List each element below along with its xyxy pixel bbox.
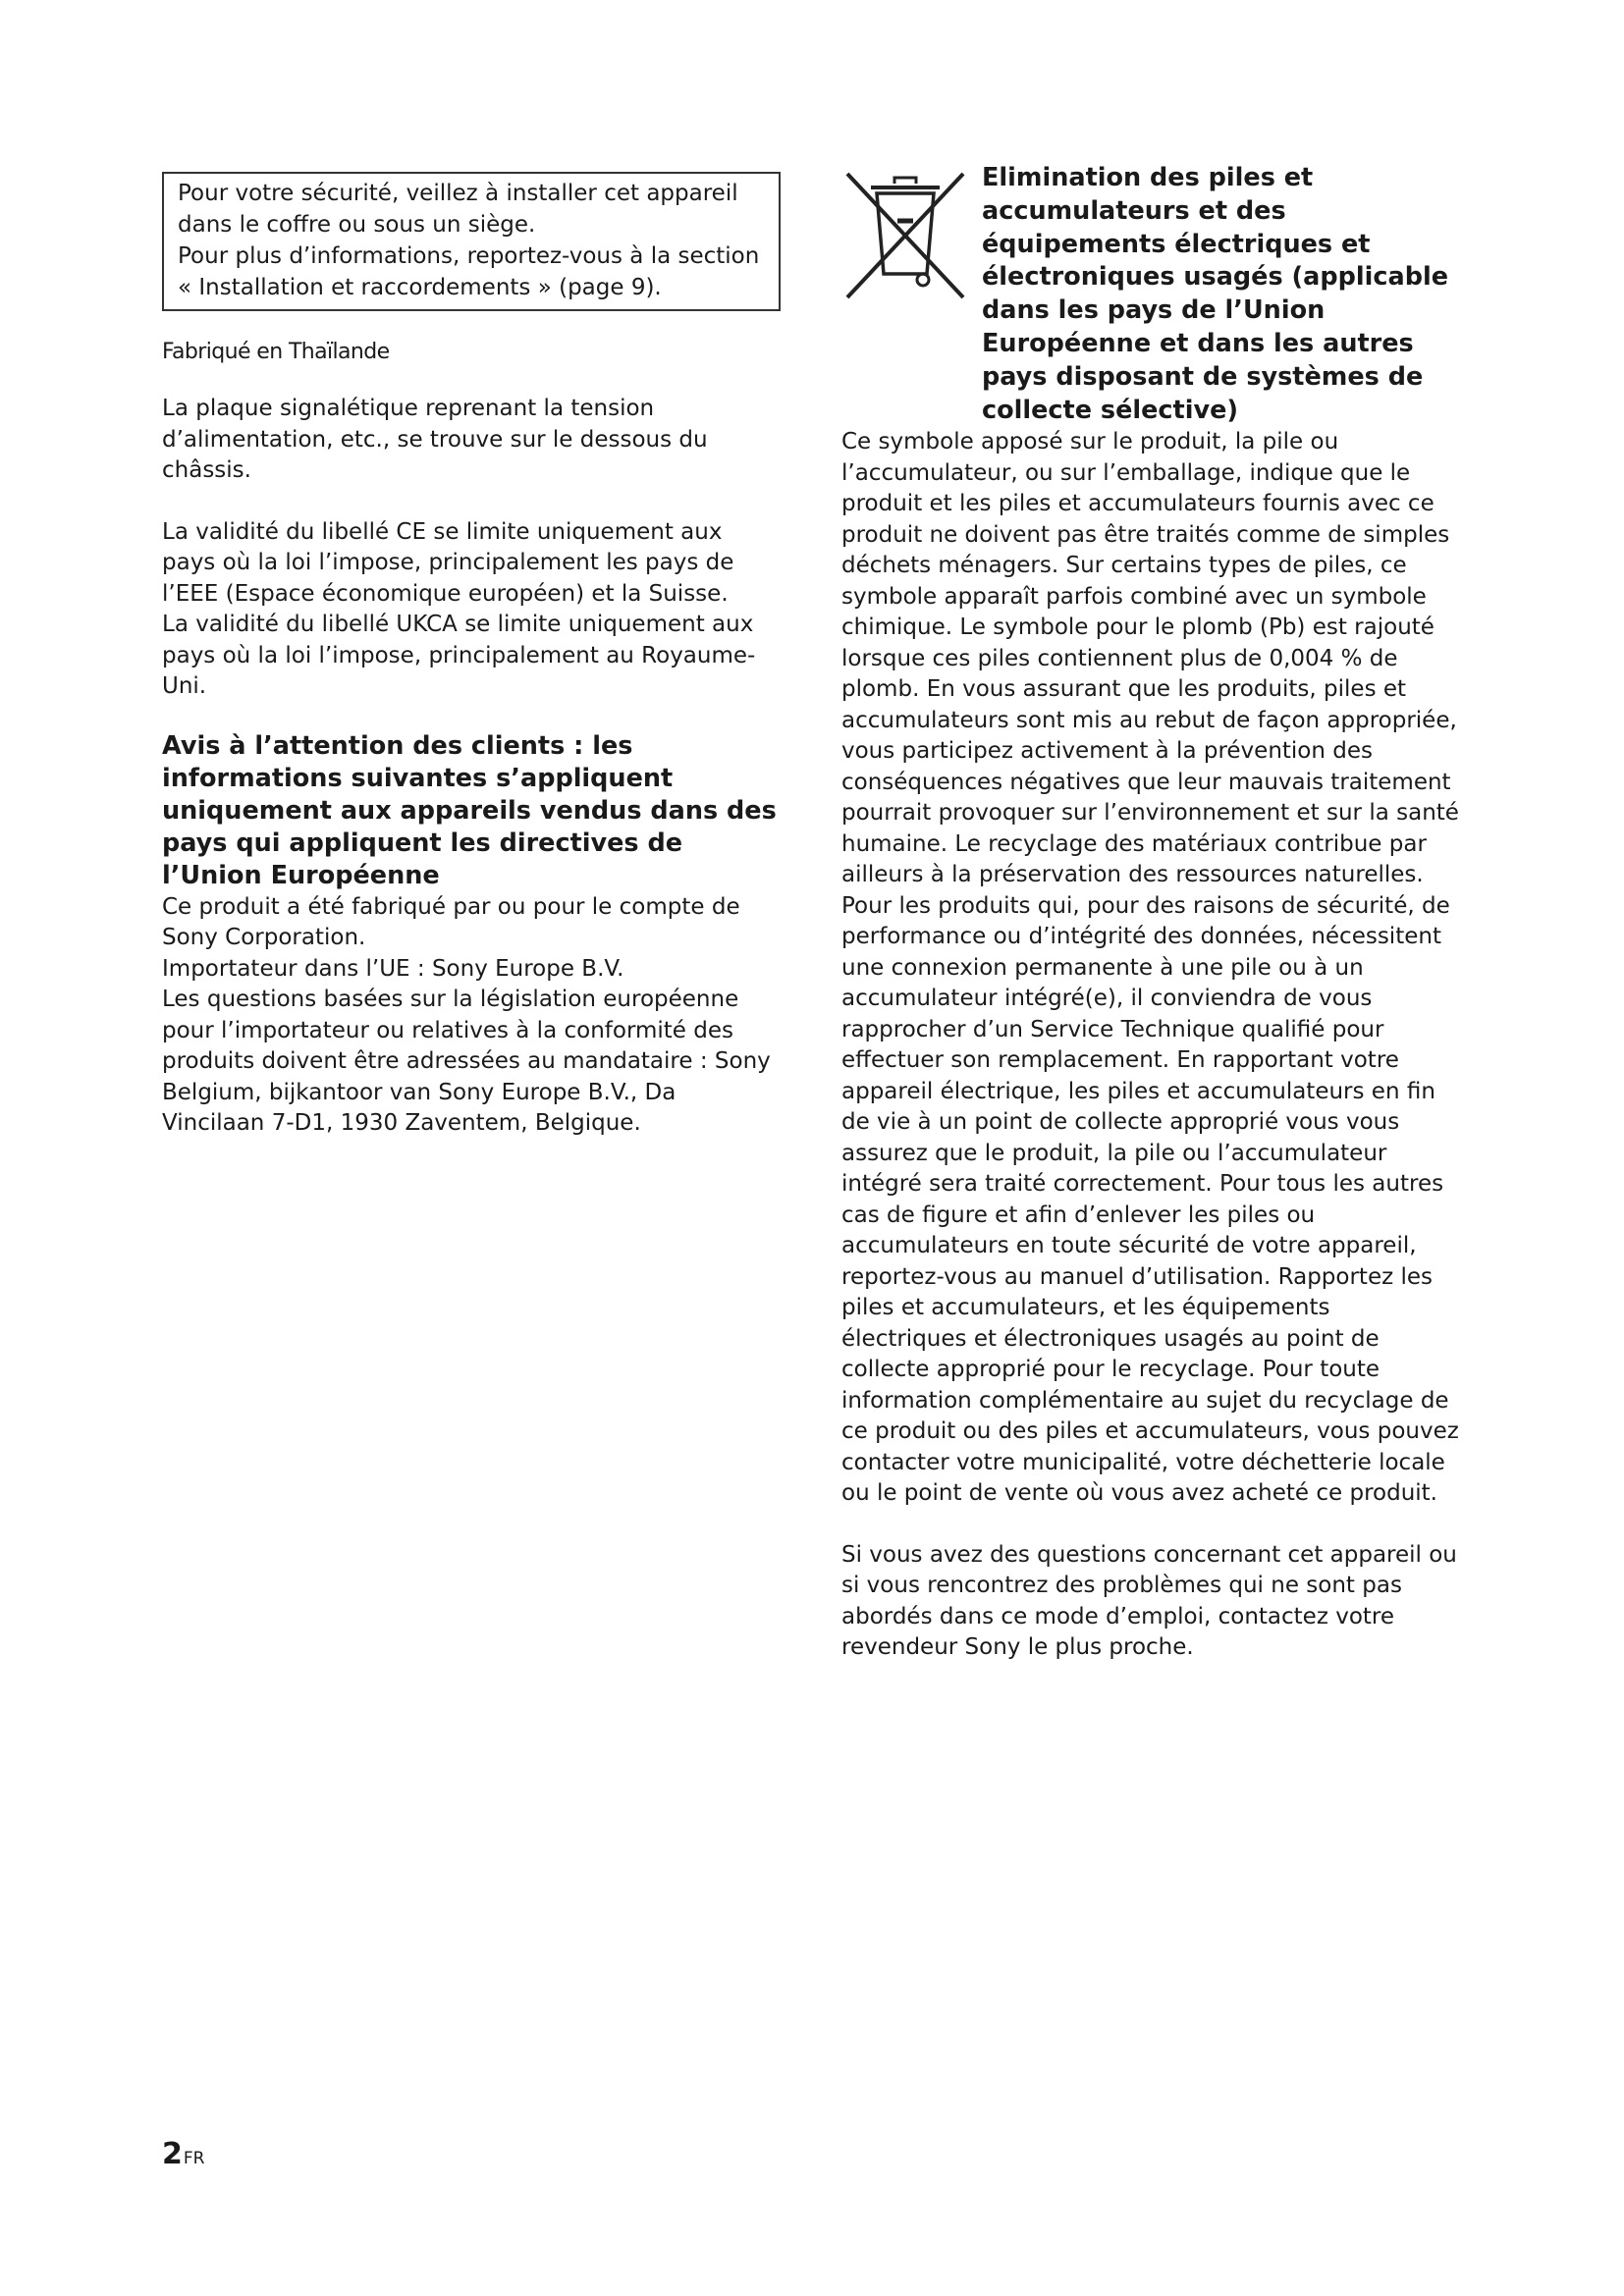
eu-notice-manufacturer: Ce produit a été fabriqué par ou pour le compte de Sony Corporation. — [162, 893, 740, 950]
left-column — [162, 172, 781, 1140]
page-number — [162, 2137, 204, 2176]
page-number-value: 2 — [162, 2137, 183, 2171]
safety-notice-box — [162, 172, 781, 311]
eu-notice-body — [162, 892, 781, 1140]
weee-section-header — [841, 162, 1462, 427]
contact-dealer-paragraph: Si vous avez des questions concernant cet appareil ou si vous rencontrez des problèmes qui ne sont pas abordés dans ce mode d’emploi, contactez votre revendeur Sony le plus proche. — [841, 1541, 1457, 1661]
ce-mark-paragraph: La validité du libellé CE se limite uniquement aux pays où la loi l’impose, principalement les pays de l’EEE (Espace économique européen) et la Suisse. — [162, 518, 734, 607]
right-column — [841, 162, 1462, 1664]
eu-notice-importer: Importateur dans l’UE : Sony Europe B.V. — [162, 955, 624, 982]
ukca-mark-paragraph: La validité du libellé UKCA se limite uniquement aux pays où la loi l’impose, principalement au Royaume-Uni. — [162, 612, 756, 699]
eu-notice-heading: Avis à l’attention des clients : les informations suivantes s’appliquent uniquement aux appareils vendus dans des pays qui appliquent les directives de l’Union Européenne — [162, 730, 777, 890]
page-language-suffix: FR — [183, 2149, 205, 2168]
weee-heading: Elimination des piles et accumulateurs et des équipements électriques et électroniques usagés (applicable dans les pays de l’Union Européenne et dans les autres pays disposant de systèmes de collecte sélective) — [982, 163, 1448, 425]
rating-plate-paragraph: La plaque signalétique reprenant la tension d’alimentation, etc., se trouve sur le dessous du châssis. — [162, 396, 708, 483]
eu-notice-section — [162, 730, 781, 1140]
eu-notice-questions: Les questions basées sur la législation européenne pour l’importateur ou relatives à la conformité des produits doivent être adressées au mandataire : Sony Belgium, bijkantoor van Sony Europe B.V., Da Vincilaan 7-D1, 1930 Zaventem, Belgique. — [162, 987, 771, 1136]
safety-notice-line-1: Pour votre sécurité, veillez à installer cet appareil dans le coffre ou sous un siège. — [178, 181, 738, 238]
safety-notice-line-2: Pour plus d’informations, reportez-vous à la section « Installation et raccordements » (page 9). — [178, 243, 760, 300]
made-in-label: Fabriqué en Thaïlande — [162, 340, 390, 364]
weee-body: Ce symbole apposé sur le produit, la pile ou l’accumulateur, ou sur l’emballage, indique que le produit et les piles et accumulateurs fournis avec ce produit ne doivent pas être traités comme de simples déchets ménagers. Sur certains types de piles, ce symbole apparaît parfois combiné avec un symbole chimique. Le symbole pour le plomb (Pb) est rajouté lorsque ces piles contiennent plus de 0,004 % de plomb. En vous assurant que les produits, piles et accumulateurs sont mis au rebut de façon appropriée, vous participez activement à la prévention des conséquences négatives que leur mauvais traitement pourrait provoquer sur l’environnement et sur la santé humaine. Le recyclage des matériaux contribue par ailleurs à la préservation des ressources naturelles. Pour les produits qui, pour des raisons de sécurité, de performance ou d’intégrité des données, nécessitent une connexion permanente à une pile ou à un accumulateur intégré(e), il conviendra de vous rapprocher d’un Service Technique qualifié pour effectuer son remplacement. En rapportant votre appareil électrique, les piles et accumulateurs en fin de vie à un point de collecte approprié vous vous assurez que le produit, la pile ou l’accumulateur intégré sera traité correctement. Pour tous les autres cas de figure et afin d’enlever les piles ou accumulateurs en toute sécurité de votre appareil, reportez-vous au manuel d’utilisation. Rapportez les piles et accumulateurs, et les équipements électriques et électroniques usagés au point de collecte approprié pour le recyclage. Pour toute information complémentaire au sujet du recyclage de ce produit ou des piles et accumulateurs, vous pouvez contacter votre municipalité, votre déchetterie locale ou le point de vente où vous avez acheté ce produit. — [841, 429, 1459, 1507]
crossed-out-wheeled-bin-icon — [841, 170, 969, 307]
